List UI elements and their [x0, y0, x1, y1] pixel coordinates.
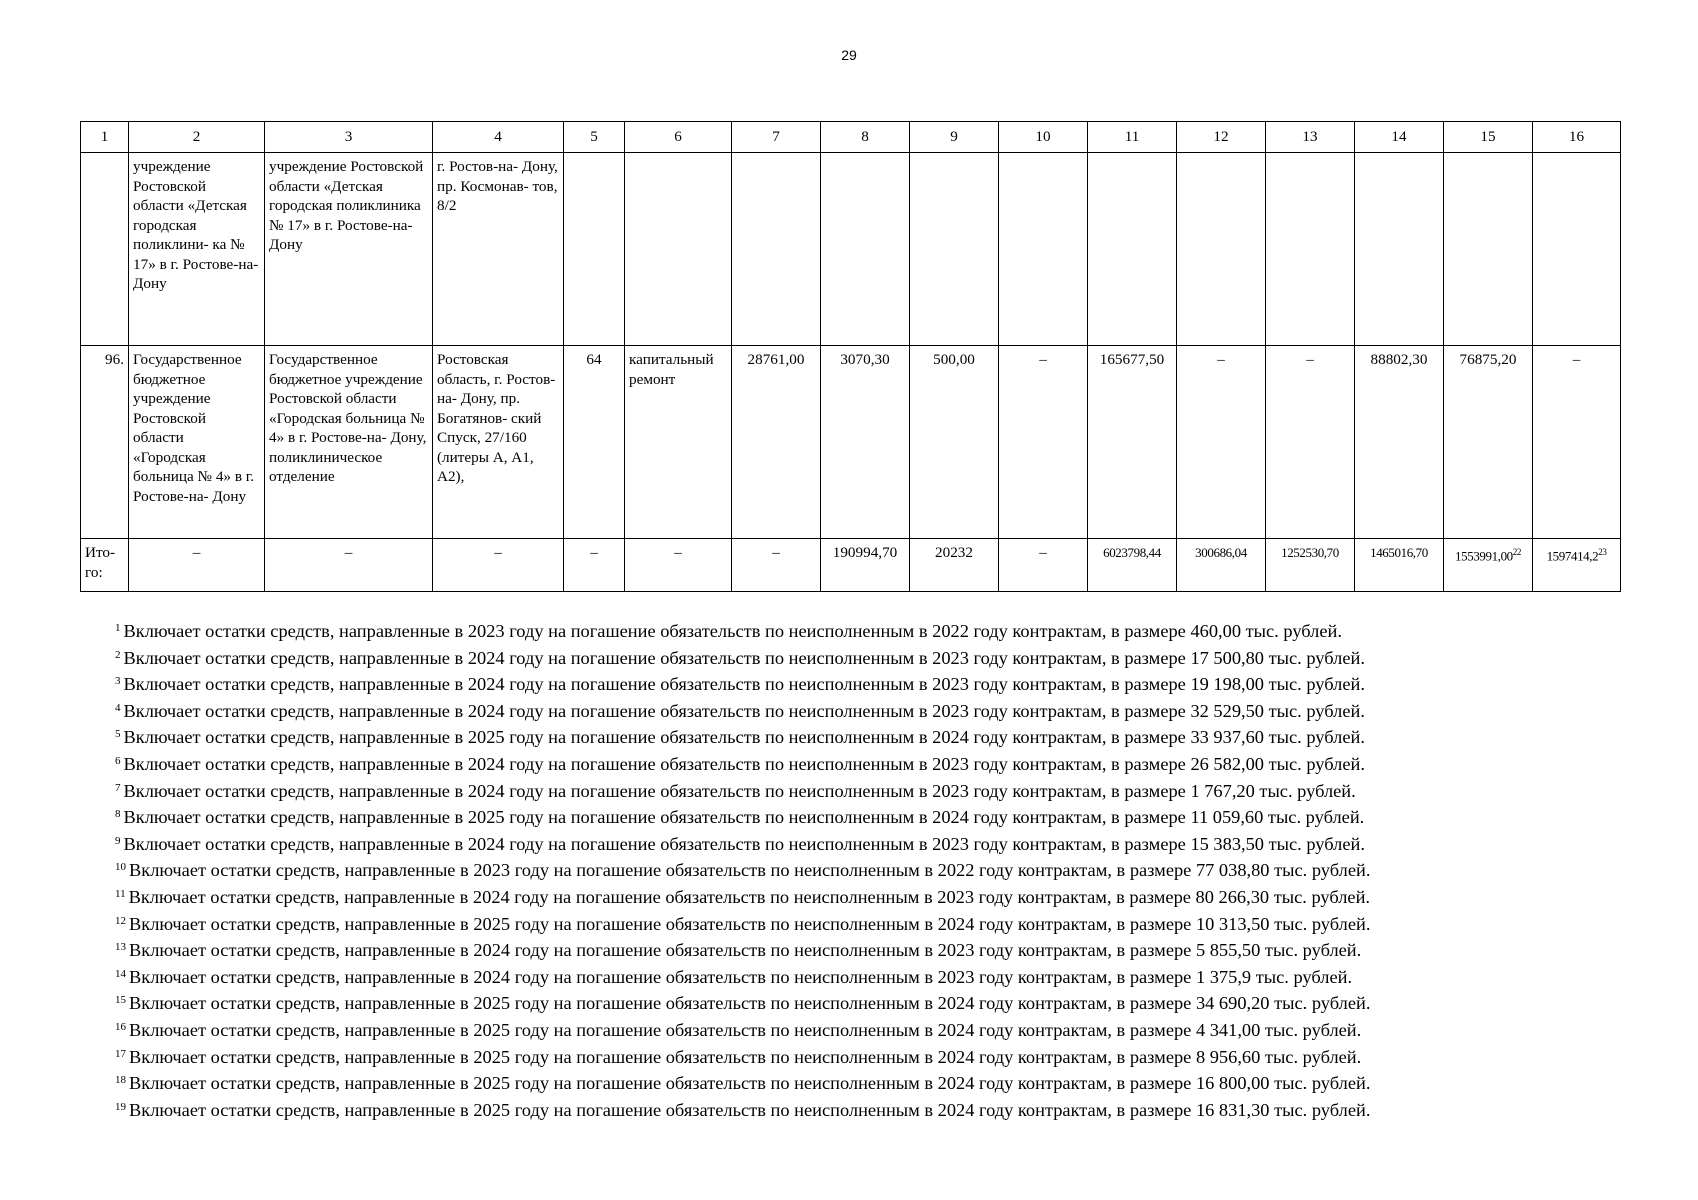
total-value: 1553991,00 [1455, 548, 1513, 564]
total-label-cell: Ито- го: [81, 539, 129, 592]
footnote-text: Включает остатки средств, направленные в 2024 году на погашение обязательств по неисполненным в 2023 году контрактам, в размере 17 500,80 тыс. рублей. [123, 647, 1365, 668]
footnote [115, 724, 1575, 751]
column-header: 13 [1266, 122, 1355, 153]
table-cell: – [129, 539, 265, 592]
total-cell: 300686,04 [1177, 539, 1266, 592]
table-row [81, 346, 1621, 539]
footnote-number: 1 [115, 622, 121, 634]
footnote [115, 618, 1575, 645]
footnote-number: 4 [115, 701, 121, 714]
row-number-cell [81, 153, 129, 346]
footnote [115, 884, 1575, 911]
institution-name-cell: Государственное бюджетное учреждение Ростовской области «Городская больница № 4» в г. Ростове-на- Дону [129, 346, 265, 539]
table-total-row [81, 539, 1621, 592]
table-cell: – [265, 539, 433, 592]
table-header-row [81, 122, 1621, 153]
column-header: 3 [265, 122, 433, 153]
footnote-text: Включает остатки средств, направленные в 2025 году на погашение обязательств по неисполненным в 2024 году контрактам, в размере 4 341,00 тыс. рублей. [129, 1019, 1362, 1040]
table-cell [1266, 153, 1355, 346]
table-cell: – [732, 539, 821, 592]
table-cell [625, 153, 732, 346]
column-header: 9 [910, 122, 999, 153]
footnote-ref: 23 [1598, 547, 1607, 557]
object-name-cell: Государственное бюджетное учреждение Ростовской области «Городская больница № 4» в г. Ростове-на- Дону, поликлиническое отделение [265, 346, 433, 539]
column-header: 16 [1533, 122, 1621, 153]
footnote-number: 10 [115, 861, 126, 874]
footnote-ref: 22 [1512, 547, 1521, 557]
table-cell [999, 153, 1088, 346]
table-cell: 165677,50 [1088, 346, 1177, 539]
footnotes [115, 618, 1575, 1123]
table-cell: 500,00 [910, 346, 999, 539]
table-cell: – [625, 539, 732, 592]
total-cell [1444, 539, 1533, 592]
institution-name-cell: учреждение Ростовской области «Детская городская поликлини- ка № 17» в г. Ростове-на- Дону [129, 153, 265, 346]
footnote-number: 2 [115, 648, 121, 661]
footnote-number: 18 [115, 1074, 126, 1087]
table-cell: 64 [564, 346, 625, 539]
footnote [115, 831, 1575, 858]
table-cell: – [433, 539, 564, 592]
footnote-number: 16 [115, 1020, 126, 1033]
total-cell: – [999, 539, 1088, 592]
footnote [115, 857, 1575, 884]
footnote-number: 8 [115, 808, 121, 821]
footnote-text: Включает остатки средств, направленные в 2025 году на погашение обязательств по неисполненным в 2024 году контрактам, в размере 10 313,50 тыс. рублей. [129, 913, 1371, 934]
total-cell: 1465016,70 [1355, 539, 1444, 592]
table-cell: 76875,20 [1444, 346, 1533, 539]
footnote-number: 14 [115, 967, 126, 980]
address-cell: Ростовская область, г. Ростов-на- Дону, пр. Богатянов- ский Спуск, 27/160 (литеры А, А1, А2), [433, 346, 564, 539]
footnote-text: Включает остатки средств, направленные в 2024 году на погашение обязательств по неисполненным в 2023 году контрактам, в размере 26 582,00 тыс. рублей. [123, 753, 1365, 774]
column-header: 10 [999, 122, 1088, 153]
column-header: 12 [1177, 122, 1266, 153]
column-header: 6 [625, 122, 732, 153]
footnote [115, 751, 1575, 778]
footnote-text: Включает остатки средств, направленные в 2025 году на погашение обязательств по неисполненным в 2024 году контрактам, в размере 34 690,20 тыс. рублей. [129, 993, 1371, 1014]
footnote-text: Включает остатки средств, направленные в 2025 году на погашение обязательств по неисполненным в 2024 году контрактам, в размере 16 831,30 тыс. рублей. [129, 1099, 1371, 1120]
table-cell [564, 153, 625, 346]
footnote-text: Включает остатки средств, направленные в 2024 году на погашение обязательств по неисполненным в 2023 году контрактам, в размере 15 383,50 тыс. рублей. [123, 833, 1365, 854]
object-name-cell: учреждение Ростовской области «Детская городская поликлиника № 17» в г. Ростове-на-Дону [265, 153, 433, 346]
footnote-number: 7 [115, 781, 121, 794]
page-number: 29 [841, 47, 857, 63]
footnote-number: 15 [115, 994, 126, 1007]
table-cell: – [564, 539, 625, 592]
footnote-text: Включает остатки средств, направленные в 2024 году на погашение обязательств по неисполненным в 2023 году контрактам, в размере 5 855,50 тыс. рублей. [129, 940, 1362, 961]
footnote-text: Включает остатки средств, направленные в 2025 году на погашение обязательств по неисполненным в 2024 году контрактам, в размере 16 800,00 тыс. рублей. [129, 1073, 1371, 1094]
column-header: 15 [1444, 122, 1533, 153]
footnote-number: 17 [115, 1047, 126, 1060]
total-cell: 20232 [910, 539, 999, 592]
footnote-text: Включает остатки средств, направленные в 2024 году на погашение обязательств по неисполненным в 2023 году контрактам, в размере 80 266,30 тыс. рублей. [128, 886, 1371, 907]
footnote [115, 804, 1575, 831]
table-cell [732, 153, 821, 346]
footnote [115, 964, 1575, 991]
footnote-number: 19 [115, 1100, 126, 1113]
footnote [115, 1097, 1575, 1124]
total-cell: 1252530,70 [1266, 539, 1355, 592]
total-cell [1533, 539, 1621, 592]
column-header: 8 [821, 122, 910, 153]
table-cell [1088, 153, 1177, 346]
footnote [115, 911, 1575, 938]
table-cell: – [1266, 346, 1355, 539]
total-value: 1597414,2 [1546, 548, 1599, 564]
table-cell [821, 153, 910, 346]
footnote [115, 1017, 1575, 1044]
total-cell: 6023798,44 [1088, 539, 1177, 592]
footnote-number: 3 [115, 675, 121, 688]
footnote-number: 5 [115, 728, 121, 741]
footnote-text: Включает остатки средств, направленные в 2023 году на погашение обязательств по неисполненным в 2022 году контрактам, в размере 77 038,80 тыс. рублей. [129, 860, 1371, 881]
footnote-text: Включает остатки средств, направленные в 2025 году на погашение обязательств по неисполненным в 2024 году контрактам, в размере 8 956,60 тыс. рублей. [129, 1046, 1362, 1067]
footnote [115, 645, 1575, 672]
footnote [115, 1044, 1575, 1071]
work-type-cell: капитальный ремонт [625, 346, 732, 539]
footnote-text: Включает остатки средств, направленные в 2025 году на погашение обязательств по неисполненным в 2024 году контрактам, в размере 33 937,60 тыс. рублей. [123, 727, 1365, 748]
table-row [81, 153, 1621, 346]
row-number-cell: 96. [81, 346, 129, 539]
footnote-text: Включает остатки средств, направленные в 2025 году на погашение обязательств по неисполненным в 2024 году контрактам, в размере 11 059,60 тыс. рублей. [123, 807, 1365, 828]
column-header: 11 [1088, 122, 1177, 153]
table-cell: 3070,30 [821, 346, 910, 539]
table-cell [1355, 153, 1444, 346]
address-cell: г. Ростов-на- Дону, пр. Космонав- тов, 8/2 [433, 153, 564, 346]
table-cell [910, 153, 999, 346]
column-header: 14 [1355, 122, 1444, 153]
footnote [115, 698, 1575, 725]
table-cell: – [1177, 346, 1266, 539]
table-cell: 28761,00 [732, 346, 821, 539]
footnote [115, 990, 1575, 1017]
column-header: 2 [129, 122, 265, 153]
financing-table [80, 121, 1621, 592]
table-cell [1533, 153, 1621, 346]
footnote [115, 937, 1575, 964]
table-cell: – [999, 346, 1088, 539]
footnote-number: 13 [115, 941, 126, 954]
column-header: 7 [732, 122, 821, 153]
footnote-text: Включает остатки средств, направленные в 2024 году на погашение обязательств по неисполненным в 2023 году контрактам, в размере 1 767,20 тыс. рублей. [123, 780, 1356, 801]
table-cell [1444, 153, 1533, 346]
footnote [115, 1070, 1575, 1097]
footnote-number: 9 [115, 834, 121, 847]
table-cell [1177, 153, 1266, 346]
footnote-number: 11 [115, 887, 126, 900]
column-header: 4 [433, 122, 564, 153]
total-cell: 190994,70 [821, 539, 910, 592]
table-cell: 88802,30 [1355, 346, 1444, 539]
footnote [115, 671, 1575, 698]
footnote-number: 6 [115, 754, 121, 767]
footnote [115, 778, 1575, 805]
footnote-text: Включает остатки средств, направленные в 2024 году на погашение обязательств по неисполненным в 2023 году контрактам, в размере 19 198,00 тыс. рублей. [123, 674, 1365, 695]
column-header: 1 [81, 122, 129, 153]
footnote-text: Включает остатки средств, направленные в 2024 году на погашение обязательств по неисполненным в 2023 году контрактам, в размере 32 529,50 тыс. рублей. [123, 700, 1365, 721]
footnote-text: Включает остатки средств, направленные в 2024 году на погашение обязательств по неисполненным в 2023 году контрактам, в размере 1 375,9 тыс. рублей. [129, 966, 1353, 987]
footnote-number: 12 [115, 914, 126, 927]
column-header: 5 [564, 122, 625, 153]
footnote-text: Включает остатки средств, направленные в 2023 году на погашение обязательств по неисполненным в 2022 году контрактам, в размере 460,00 тыс. рублей. [123, 621, 1342, 641]
table-cell: – [1533, 346, 1621, 539]
